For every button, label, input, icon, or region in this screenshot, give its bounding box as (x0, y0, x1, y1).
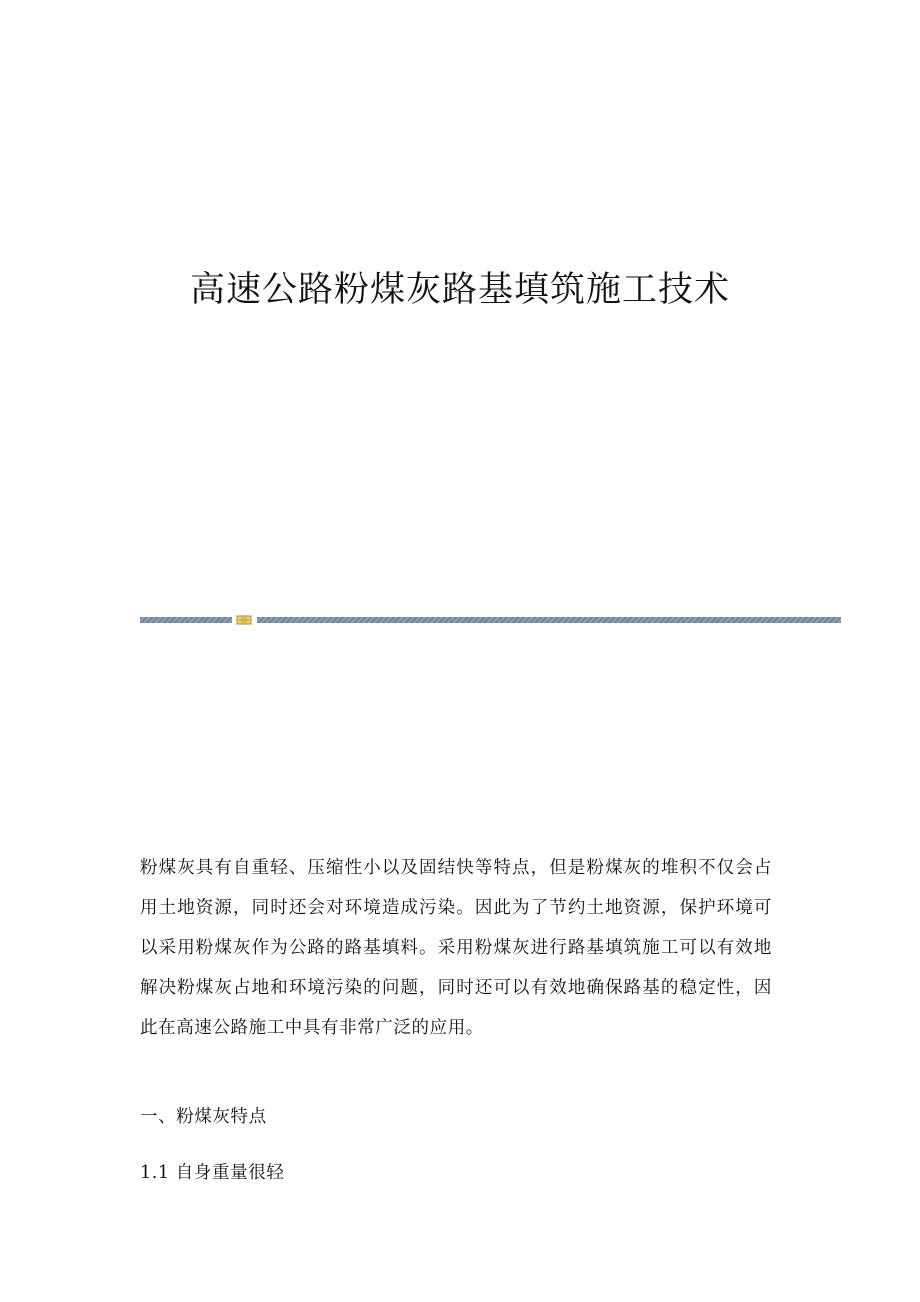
subsection-heading: 1.1 自身重量很轻 (140, 1163, 285, 1183)
divider-bar-right (257, 617, 841, 623)
section-heading: 一、粉煤灰特点 (140, 1107, 267, 1127)
title-divider (140, 614, 841, 626)
divider-ornament-icon (236, 614, 252, 626)
divider-bar-left (140, 617, 232, 623)
document-title: 高速公路粉煤灰路基填筑施工技术 (189, 270, 730, 310)
intro-paragraph: 粉煤灰具有自重轻、压缩性小以及固结快等特点，但是粉煤灰的堆积不仅会占用土地资源，同时还会对环境造成污染。因此为了节约土地资源，保护环境可以采用粉煤灰作为公路的路基填料。采用粉煤灰进行路基填筑施工可以有效地解决粉煤灰占地和环境污染的问题，同时还可以有效地确保路基的稳定性，因此在高速公路施工中具有非常广泛的应用。 (140, 858, 772, 1038)
